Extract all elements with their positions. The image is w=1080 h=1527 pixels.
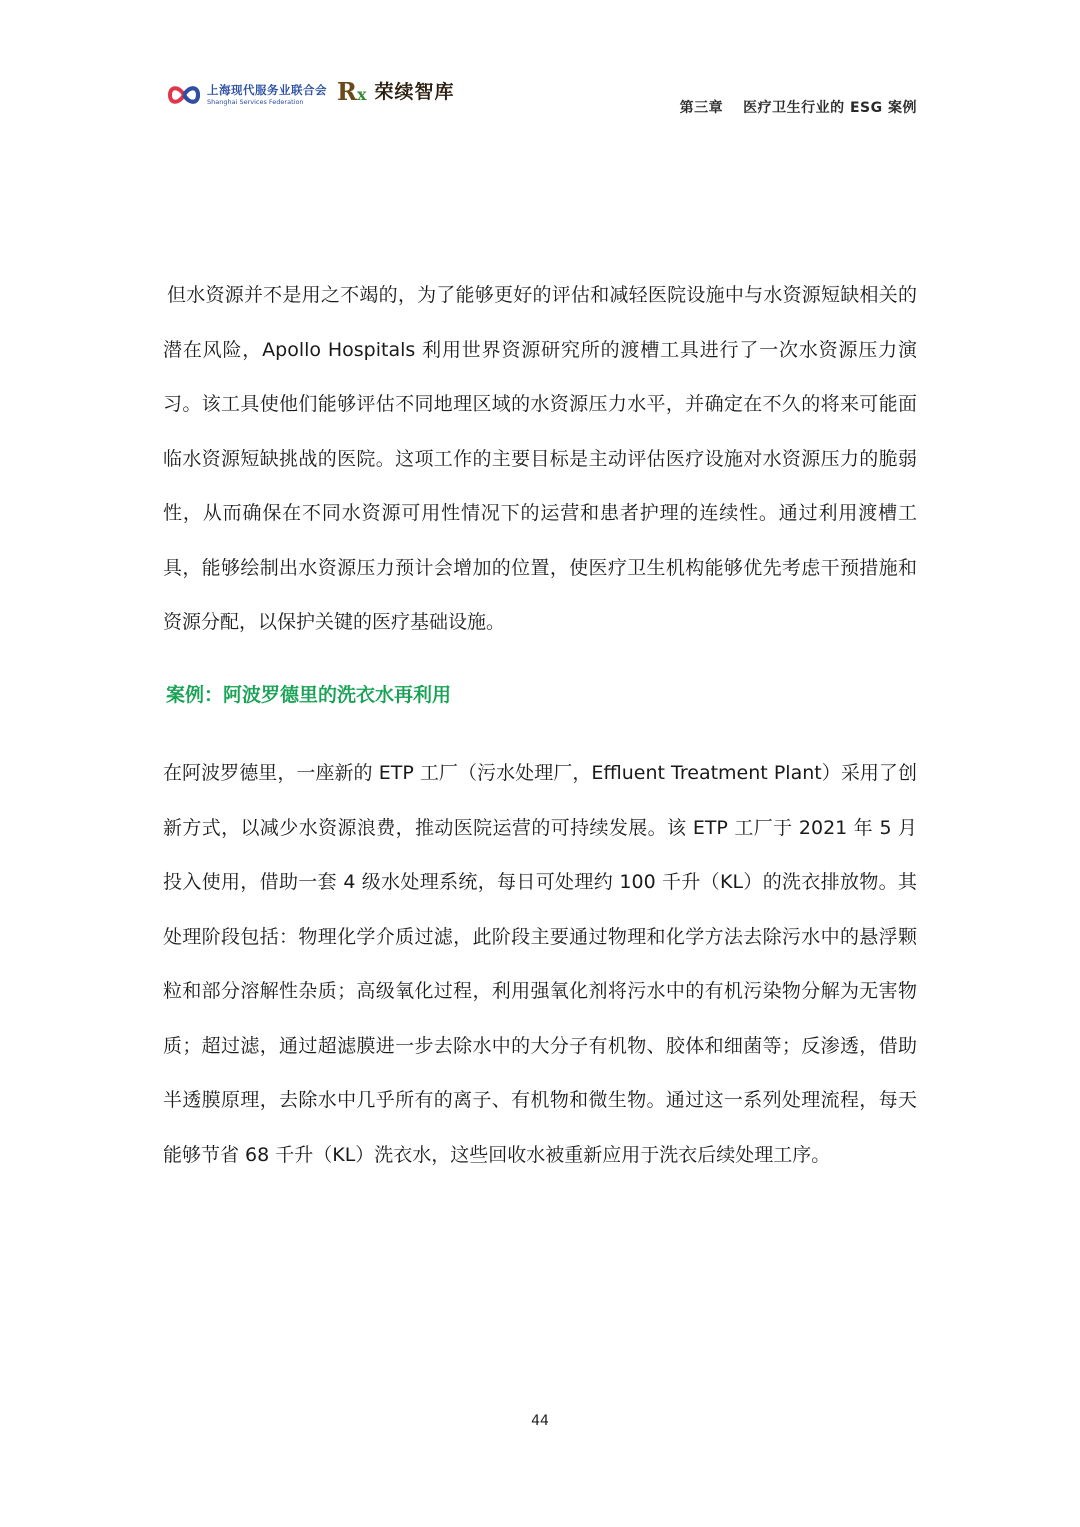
ssf-emblem-icon	[167, 82, 201, 108]
chapter-number: 第三章	[679, 100, 724, 116]
rx-name: 荣续智库	[374, 80, 455, 103]
rx-mark-x: x	[356, 85, 367, 104]
body-paragraph-2: 在阿波罗德里，一座新的 ETP 工厂（污水处理厂，Effluent Treatment Plant）采用了创新方式，以减少水资源浪费，推动医院运营的可持续发展。该 ETP 工厂于 2021 年 5 月投入使用，借助一套 4 级水处理系统，每日可处理约 100 千升（KL）的洗衣排放物。其处理阶段包括：物理化学介质过滤，此阶段主要通过物理和化学方法去除污水中的悬浮颗粒和部分溶解性杂质；高级氧化过程，利用强氧化剂将污水中的有机污染物分解为无害物质；超过滤，通过超滤膜进一步去除水中的大分子有机物、胶体和细菌等；反渗透，借助半透膜原理，去除水中几乎所有的离子、有机物和微生物。通过这一系列处理流程，每天能够节省 68 千升（KL）洗衣水，这些回收水被重新应用于洗衣后续处理工序。	[163, 762, 917, 1166]
ssf-name-cn: 上海现代服务业联合会	[207, 83, 327, 97]
rx-mark-icon	[337, 77, 367, 106]
chapter-title: 医疗卫生行业的 ESG 案例	[743, 100, 917, 116]
page-header	[0, 0, 1080, 140]
chapter-heading	[680, 97, 917, 117]
rx-mark-r: R	[337, 77, 357, 106]
rx-think-tank-logo	[337, 77, 455, 106]
page-number: 44	[531, 1413, 549, 1429]
case-title: 案例：阿波罗德里的洗衣水再利用	[166, 684, 452, 706]
ssf-logo	[167, 82, 327, 108]
body-paragraph-1: 但水资源并不是用之不竭的，为了能够更好的评估和减轻医院设施中与水资源短缺相关的潜在风险，Apollo Hospitals 利用世界资源研究所的渡槽工具进行了一次水资源压力演习。该工具使他们能够评估不同地理区域的水资源压力水平，并确定在不久的将来可能面临水资源短缺挑战的医院。这项工作的主要目标是主动评估医疗设施对水资源压力的脆弱性，从而确保在不同水资源可用性情况下的运营和患者护理的连续性。通过利用渡槽工具，能够绘制出水资源压力预计会增加的位置，使医疗卫生机构能够优先考虑干预措施和资源分配，以保护关键的医疗基础设施。	[163, 284, 917, 633]
ssf-name-en: Shanghai Services Federation	[207, 97, 304, 106]
